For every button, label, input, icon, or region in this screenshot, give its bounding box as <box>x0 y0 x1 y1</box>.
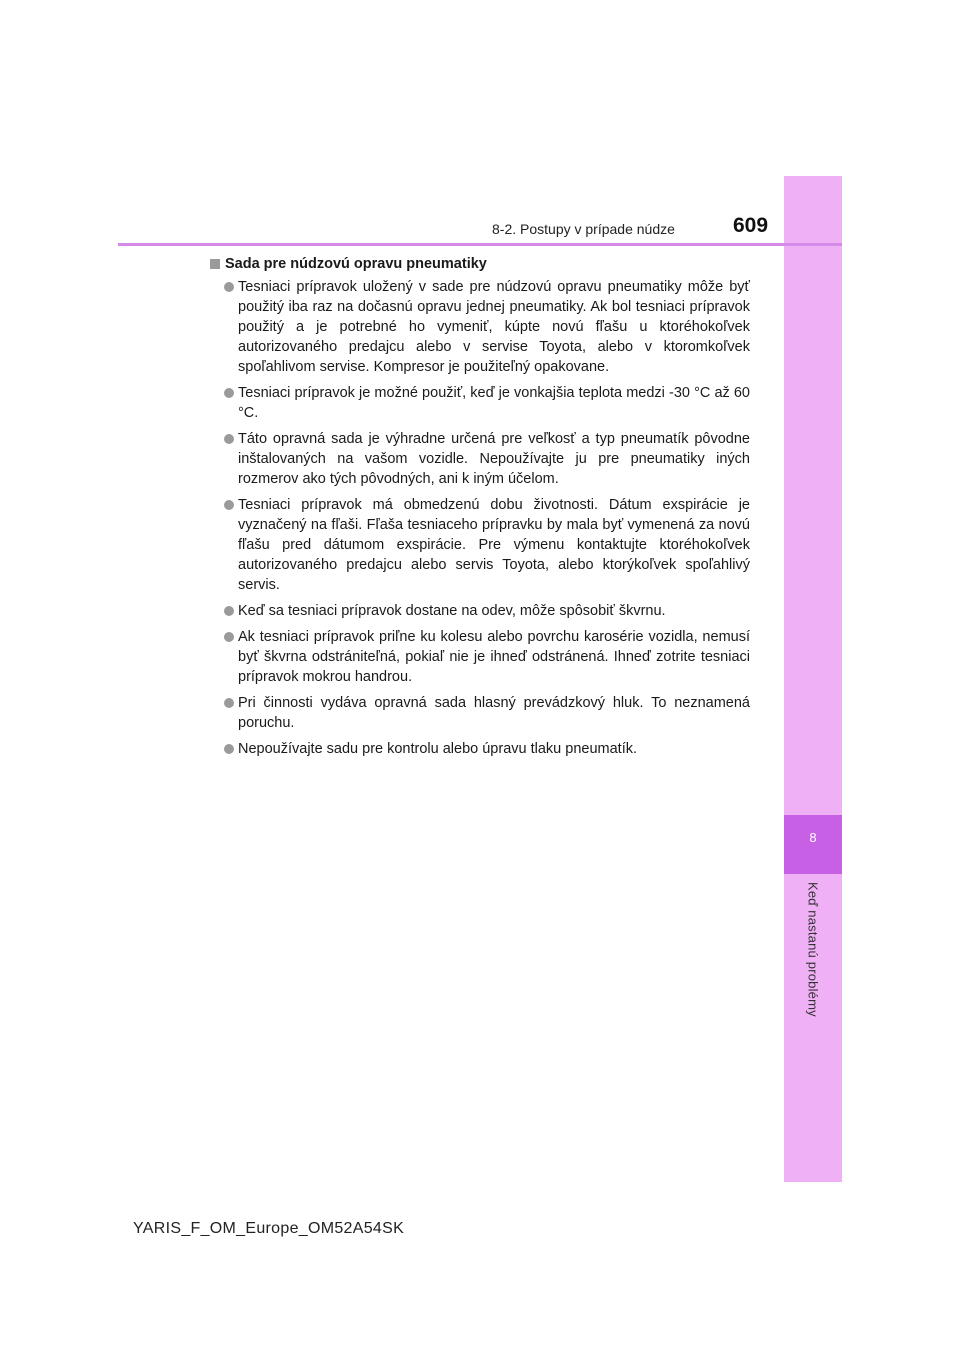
bullet-dot-icon <box>224 632 234 642</box>
square-bullet-icon <box>210 259 220 269</box>
list-item: Tesniaci prípravok má obmedzenú dobu životnosti. Dátum exspirácie je vyznačený na fľaši. Fľaša tesniaceho prípravku by mala byť vymenená za novú fľašu pred dátumom exspirácie. Pre výmenu kontaktujte ktoréhokoľvek autorizovaného predajcu alebo servis Toyota, alebo ktorýkoľvek spoľahlivý servis. <box>210 495 750 595</box>
list-item: Tesniaci prípravok je možné použiť, keď je vonkajšia teplota medzi -30 °C až 60 °C. <box>210 383 750 423</box>
section-title: 8-2. Postupy v prípade núdze <box>492 221 675 237</box>
page-number: 609 <box>733 214 769 237</box>
list-item: Tesniaci prípravok uložený v sade pre núdzovú opravu pneumatiky môže byť použitý iba raz na dočasnú opravu jednej pneumatiky. Ak bol tesniaci prípravok použitý a je potrebné ho vymeniť, kúpte novú fľašu u ktoréhokoľvek autorizovaného predajcu alebo v servise Toyota, alebo v ktoromkoľvek spoľahlivom servise. Kompresor je použiteľný opakovane. <box>210 277 750 377</box>
list-item: Ak tesniaci prípravok priľne ku kolesu alebo povrchu karosérie vozidla, nemusí byť škvrna odstrániteľná, pokiaľ nie je ihneď odstránená. Ihneď zotrite tesniaci prípravok mokrou handrou. <box>210 627 750 687</box>
bullet-dot-icon <box>224 606 234 616</box>
document-code: YARIS_F_OM_Europe_OM52A54SK <box>133 1220 405 1237</box>
chapter-title <box>784 882 842 1032</box>
list-item: Keď sa tesniaci prípravok dostane na odev, môže spôsobiť škvrnu. <box>210 601 750 621</box>
chapter-title-text: Keď nastanú problémy <box>805 882 821 1017</box>
chapter-number: 8 <box>809 830 817 845</box>
bullet-dot-icon <box>224 744 234 754</box>
bullet-dot-icon <box>224 282 234 292</box>
header-divider <box>118 243 842 246</box>
list-item: Nepoužívajte sadu pre kontrolu alebo úpravu tlaku pneumatík. <box>210 739 750 759</box>
section-heading-text: Sada pre núdzovú opravu pneumatiky <box>225 256 487 272</box>
bullet-dot-icon <box>224 698 234 708</box>
bullet-list <box>210 277 750 759</box>
section-heading <box>210 254 750 274</box>
bullet-dot-icon <box>224 388 234 398</box>
list-item: Táto opravná sada je výhradne určená pre veľkosť a typ pneumatík pôvodne inštalovaných na vašom vozidle. Nepoužívajte ju pre pneumatiky iných rozmerov ako tých pôvodných, ani k iným účelom. <box>210 429 750 489</box>
bullet-dot-icon <box>224 500 234 510</box>
list-item: Pri činnosti vydáva opravná sada hlasný prevádzkový hluk. To neznamená poruchu. <box>210 693 750 733</box>
bullet-dot-icon <box>224 434 234 444</box>
main-content <box>210 254 750 765</box>
